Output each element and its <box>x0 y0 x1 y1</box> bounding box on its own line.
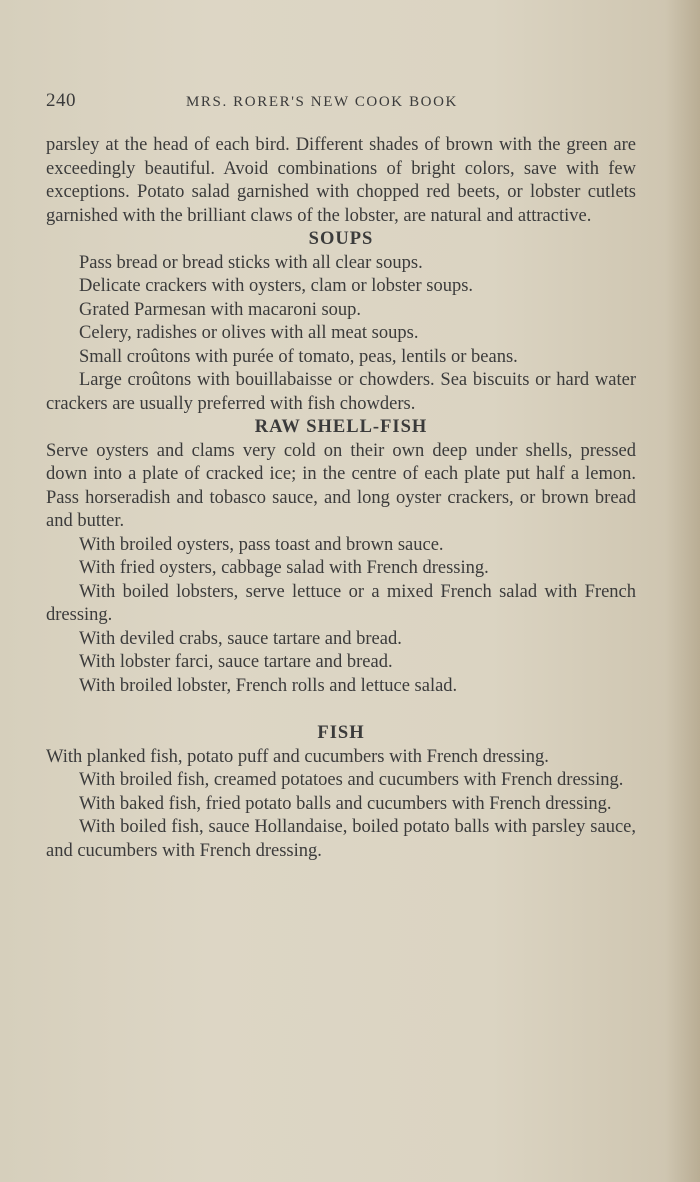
soups-item: Large croûtons with bouillabaisse or chowders. Sea biscuits or hard water crackers are usually preferred with fish chowders. <box>46 370 636 414</box>
soups-item: Grated Parmesan with macaroni soup. <box>79 299 362 320</box>
raw-shellfish-lead: Serve oysters and clams very cold on their own deep under shells, pressed down into a plate of cracked ice; in the centre of each plate put half a lemon. Pass horseradish and tobasco sauce, and long oyster crackers, or brown bread and butter. <box>46 440 636 531</box>
raw-shellfish-item: With broiled oysters, pass toast and brown sauce. <box>79 534 444 555</box>
section-heading-fish: FISH <box>317 723 365 743</box>
raw-shellfish-item: With deviled crabs, sauce tartare and bread. <box>79 628 402 649</box>
fish-item: With baked fish, fried potato balls and cucumbers with French dressing. <box>79 793 612 814</box>
soups-item: Pass bread or bread sticks with all clear soups. <box>79 252 423 273</box>
raw-shellfish-item: With fried oysters, cabbage salad with French dressing. <box>79 558 489 578</box>
section-heading-soups: SOUPS <box>308 229 374 249</box>
running-head: MRS. RORER'S NEW COOK BOOK <box>186 94 458 110</box>
soups-item: Small croûtons with purée of tomato, peas, lentils or beans. <box>79 346 518 367</box>
soups-item: Delicate crackers with oysters, clam or lobster soups. <box>79 276 474 296</box>
raw-shellfish-item: With boiled lobsters, serve lettuce or a mixed French salad with French dressing. <box>46 581 636 625</box>
section-gap <box>46 698 636 722</box>
page-header <box>46 90 636 116</box>
soups-item: Celery, radishes or olives with all meat soups. <box>79 323 419 343</box>
fish-item: With boiled fish, sauce Hollandaise, boiled potato balls with parsley sauce, and cucumbers with French dressing. <box>46 817 636 861</box>
raw-shellfish-item: With lobster farci, sauce tartare and bread. <box>79 652 393 672</box>
page-body <box>46 134 636 863</box>
raw-shellfish-item: With broiled lobster, French rolls and lettuce salad. <box>79 675 458 696</box>
fish-item: With broiled fish, creamed potatoes and cucumbers with French dressing. <box>79 770 624 790</box>
intro-paragraph: parsley at the head of each bird. Different shades of brown with the green are exceedingly beautiful. Avoid combinations of bright colors, save with few exceptions. Potato salad garnished with chopped red beets, or lobster cutlets garnished with the brilliant claws of the lobster, are natural and attractive. <box>46 135 636 226</box>
page-number: 240 <box>46 90 76 111</box>
fish-lead: With planked fish, potato puff and cucumbers with French dressing. <box>46 746 549 767</box>
section-heading-raw-shellfish: RAW SHELL-FISH <box>254 417 428 437</box>
